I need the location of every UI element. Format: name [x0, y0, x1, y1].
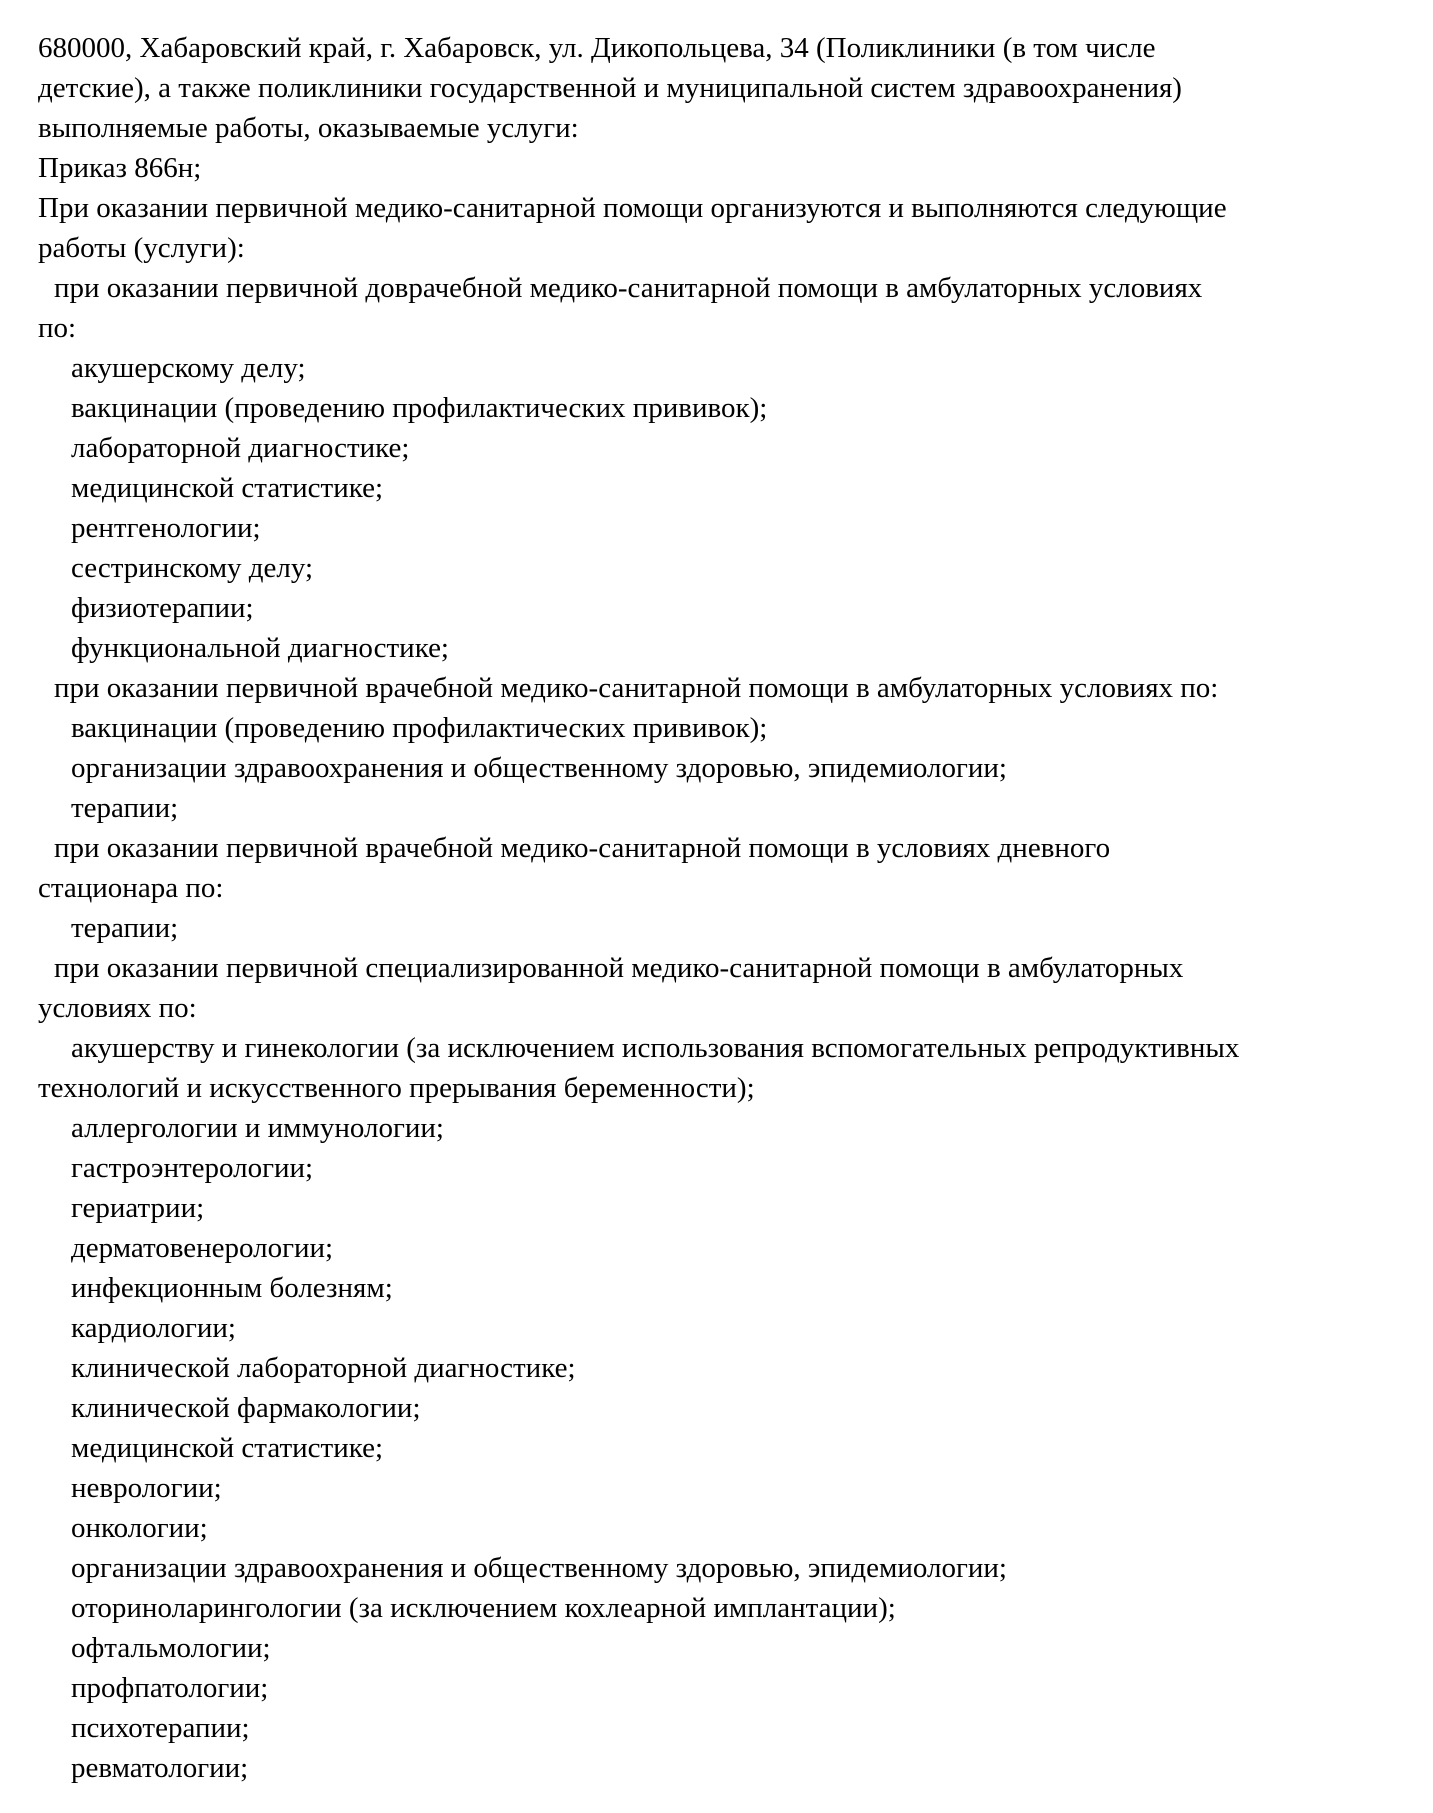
- document-text-line: функциональной диагностике;: [71, 632, 449, 664]
- document-text-line: стационара по:: [38, 872, 224, 904]
- document-text-line: по:: [38, 312, 77, 344]
- document-text-line: психотерапии;: [71, 1712, 250, 1744]
- document-text-line: офтальмологии;: [71, 1632, 271, 1664]
- document-text-line: гастроэнтерологии;: [71, 1152, 314, 1184]
- document-text-line: 680000, Хабаровский край, г. Хабаровск, ул. Дикопольцева, 34 (Поликлиники (в том числе: [38, 32, 1156, 64]
- document-text-line: работы (услуги):: [38, 232, 245, 264]
- document-text-line: неврологии;: [71, 1472, 222, 1504]
- document-text-line: при оказании первичной врачебной медико-санитарной помощи в амбулаторных условиях по:: [54, 672, 1219, 704]
- document-text-line: аллергологии и иммунологии;: [71, 1112, 444, 1144]
- document-text-line: ревматологии;: [71, 1752, 249, 1784]
- document-text-line: дерматовенерологии;: [71, 1232, 334, 1264]
- document-text-line: терапии;: [71, 792, 179, 824]
- document-text-line: вакцинации (проведению профилактических прививок);: [71, 392, 768, 424]
- document-text-line: Приказ 866н;: [38, 152, 202, 184]
- document-text-line: При оказании первичной медико-санитарной помощи организуются и выполняются следующие: [38, 192, 1227, 224]
- document-text-line: при оказании первичной врачебной медико-санитарной помощи в условиях дневного: [54, 832, 1111, 864]
- document-text-line: сестринскому делу;: [71, 552, 314, 584]
- document-text-line: выполняемые работы, оказываемые услуги:: [38, 112, 579, 144]
- document-text-line: физиотерапии;: [71, 592, 254, 624]
- document-text-line: клинической лабораторной диагностике;: [71, 1352, 576, 1384]
- document-text-line: при оказании первичной специализированной медико-санитарной помощи в амбулаторных: [54, 952, 1184, 984]
- document-text-line: рентгенологии;: [71, 512, 261, 544]
- document-text-line: условиях по:: [38, 992, 197, 1024]
- document-text-line: лабораторной диагностике;: [71, 432, 410, 464]
- document-text-line: профпатологии;: [71, 1672, 269, 1704]
- document-body: [38, 28, 1408, 1788]
- document-text-line: гериатрии;: [71, 1192, 205, 1224]
- document-text-line: технологий и искусственного прерывания беременности);: [38, 1072, 755, 1104]
- document-text-line: клинической фармакологии;: [71, 1392, 421, 1424]
- document-text-line: организации здравоохранения и общественному здоровью, эпидемиологии;: [71, 1552, 1007, 1584]
- document-text-line: терапии;: [71, 912, 179, 944]
- document-text-line: медицинской статистике;: [71, 1432, 384, 1464]
- document-text-line: кардиологии;: [71, 1312, 236, 1344]
- document-text-line: при оказании первичной доврачебной медико-санитарной помощи в амбулаторных условиях: [54, 272, 1203, 304]
- document-text-line: инфекционным болезням;: [71, 1272, 393, 1304]
- document-text-line: онкологии;: [71, 1512, 208, 1544]
- document-text-line: медицинской статистике;: [71, 472, 384, 504]
- document-text-line: оториноларингологии (за исключением кохлеарной имплантации);: [71, 1592, 896, 1624]
- document-text-line: детские), а также поликлиники государственной и муниципальной систем здравоохранения): [38, 72, 1182, 104]
- document-text-line: организации здравоохранения и общественному здоровью, эпидемиологии;: [71, 752, 1007, 784]
- document-text-line: акушерству и гинекологии (за исключением использования вспомогательных репродуктивных: [71, 1032, 1240, 1064]
- document-text-line: акушерскому делу;: [71, 352, 306, 384]
- document-text-line: вакцинации (проведению профилактических прививок);: [71, 712, 768, 744]
